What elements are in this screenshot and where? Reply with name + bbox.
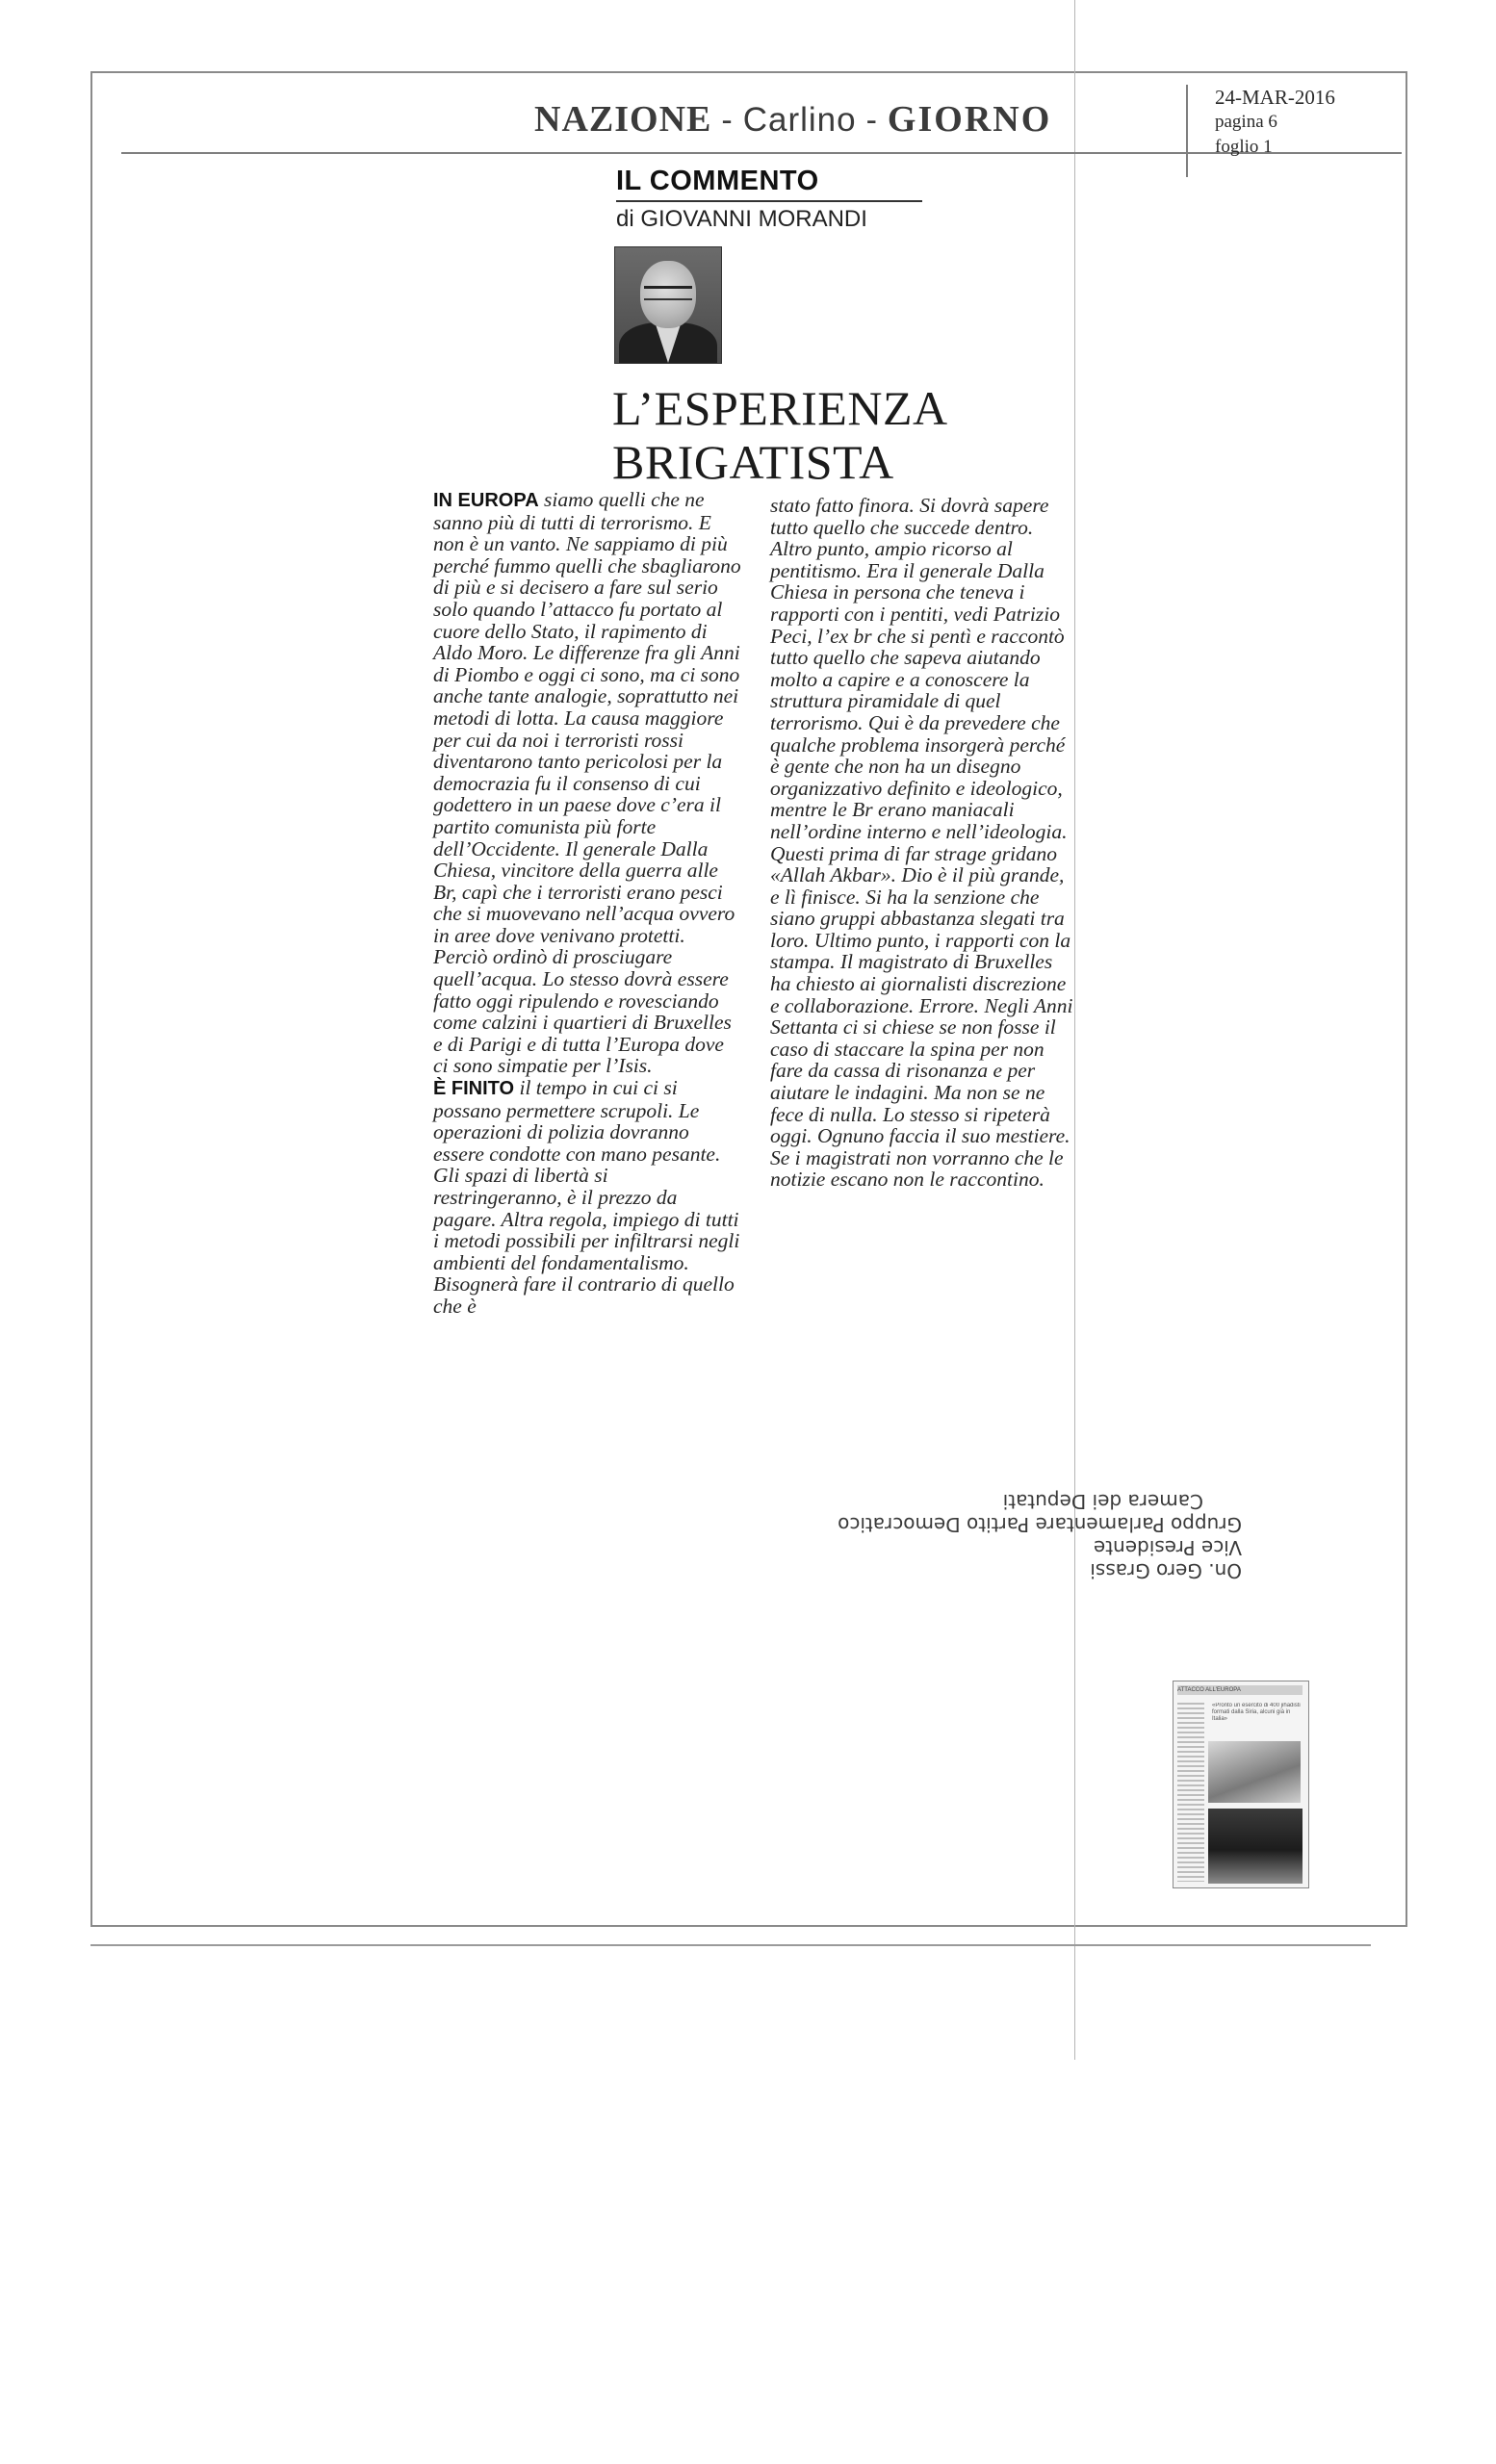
- stamp-line: Camera dei Deputati: [1002, 1490, 1203, 1513]
- paragraph-text: il tempo in cui ci si possano permettere scrupoli. Le operazioni di polizia dovranno essere condotte con mano pesante. Gli spazi di libertà si restringeranno, è il prezzo da pagare. Altra regola, impiego di tutti i metodi possibili per infiltrarsi negli ambienti del fondamentalismo. Bisognerà fare il contrario di quello che è: [433, 1076, 740, 1318]
- stamp-line: Vice Presidente: [1093, 1536, 1242, 1559]
- parliament-stamp: [799, 1490, 1242, 1582]
- article-headline: [612, 381, 948, 489]
- headline-line: L’ESPERIENZA: [612, 381, 948, 435]
- thumbnail-headline: «Pronto un esercito di 400 jihadisti formati dalla Siria, alcuni già in Italia»: [1212, 1703, 1301, 1722]
- masthead-carlino: Carlino: [742, 101, 857, 139]
- scan-bottom-line: [90, 1944, 1371, 1946]
- paragraph-text: siamo quelli che ne sanno più di tutti di terrorismo. E non è un vanto. Ne sappiamo di più perché fummo quelli che sbagliarono di più e si decisero a fare sul serio solo quando l’attacco fu portato al cuore dello Stato, il rapimento di Aldo Moro. Le differenze fra gli Anni di Piombo e oggi ci sono, ma ci sono anche tante analogie, soprattutto nei metodi di lotta. La causa maggiore per cui da noi i terroristi rossi diventarono tanto pericolosi per la democrazia fu il consenso di cui godettero in un paese dove c’era il partito comunista più forte dell’Occidente. Il generale Dalla Chiesa, vincitore della guerra alle Br, capì che i terroristi erano pesci che si muovevano nell’acqua ovvero in aree dove venivano protetti. Perciò ordinò di prosciugare quell’acqua. Lo stesso dovrà essere fatto oggi ripulendo e rovesciando come calzini i quartieri di Bruxelles e di Parigi e di tutta l’Europa dove ci sono simpatie per l’Isis.: [433, 488, 741, 1078]
- thumbnail-text-column: [1177, 1703, 1204, 1882]
- author-photo-glasses: [644, 286, 692, 300]
- clipping-meta: [1186, 85, 1406, 177]
- scan-fold-line: [1074, 0, 1075, 2060]
- article-paragraph: [770, 495, 1074, 1191]
- clipping-sheet: foglio 1: [1215, 137, 1273, 157]
- headline-line: BRIGATISTA: [612, 435, 894, 489]
- masthead-separator: -: [865, 102, 878, 139]
- thumbnail-photo: [1208, 1809, 1303, 1884]
- author-photo: [614, 246, 722, 364]
- masthead-separator: -: [721, 102, 734, 139]
- byline: di GIOVANNI MORANDI: [616, 206, 867, 232]
- article-column-right: [770, 495, 1074, 1191]
- thumbnail-header: ATTACCO ALL'EUROPA: [1177, 1685, 1303, 1695]
- article-paragraph: [433, 1077, 741, 1318]
- masthead-giorno: GIORNO: [887, 99, 1052, 140]
- clipping-page: pagina 6: [1215, 112, 1277, 132]
- masthead-nazione: NAZIONE: [534, 99, 712, 140]
- masthead: [534, 98, 1051, 141]
- rubric-rule: [616, 200, 922, 202]
- lead-in: È FINITO: [433, 1078, 515, 1100]
- rubric-label: IL COMMENTO: [616, 166, 819, 196]
- thumbnail-photo: [1208, 1741, 1301, 1803]
- stamp-line: On. Gero Grassi: [1090, 1559, 1242, 1582]
- lead-in: IN EUROPA: [433, 490, 539, 511]
- article-column-left: [433, 489, 741, 1318]
- paragraph-text: stato fatto finora. Si dovrà sapere tutto quello che succede dentro. Altro punto, ampio ricorso al pentitismo. Era il generale Dalla Chiesa in persona che teneva i rapporti con i pentiti, vedi Patrizio Peci, l’ex br che si pentì e raccontò tutto quello che sapeva aiutando molto a capire e a conoscere la struttura piramidale di quel terrorismo. Qui è da prevedere che qualche problema insorgerà perché è gente che non ha un disegno organizzativo definito e ideologico, mentre le Br erano maniacali nell’ordine interno e nell’ideologia. Questi prima di far strage gridano «Allah Akbar». Dio è il più grande, e lì finisce. Si ha la senzione che siano gruppi abbastanza slegati tra loro. Ultimo punto, i rapporti con la stampa. Il magistrato di Bruxelles ha chiesto ai giornalisti discrezione e collaborazione. Errore. Negli Anni Settanta ci si chiese se non fosse il caso di staccare la spina per non fare da cassa di risonanza e per aiutare le indagini. Ma non se ne fece di nulla. Lo stesso si ripeterà oggi. Ognuno faccia il suo mestiere. Se i magistrati non vorranno che le notizie escano non le raccontino.: [770, 494, 1073, 1192]
- article-paragraph: [433, 489, 741, 1077]
- scan-frame: [90, 71, 1407, 1927]
- clipping-date: 24-MAR-2016: [1215, 86, 1335, 109]
- stamp-line: Gruppo Parlamentare Partito Democratico: [838, 1513, 1242, 1536]
- page-thumbnail: [1173, 1681, 1309, 1888]
